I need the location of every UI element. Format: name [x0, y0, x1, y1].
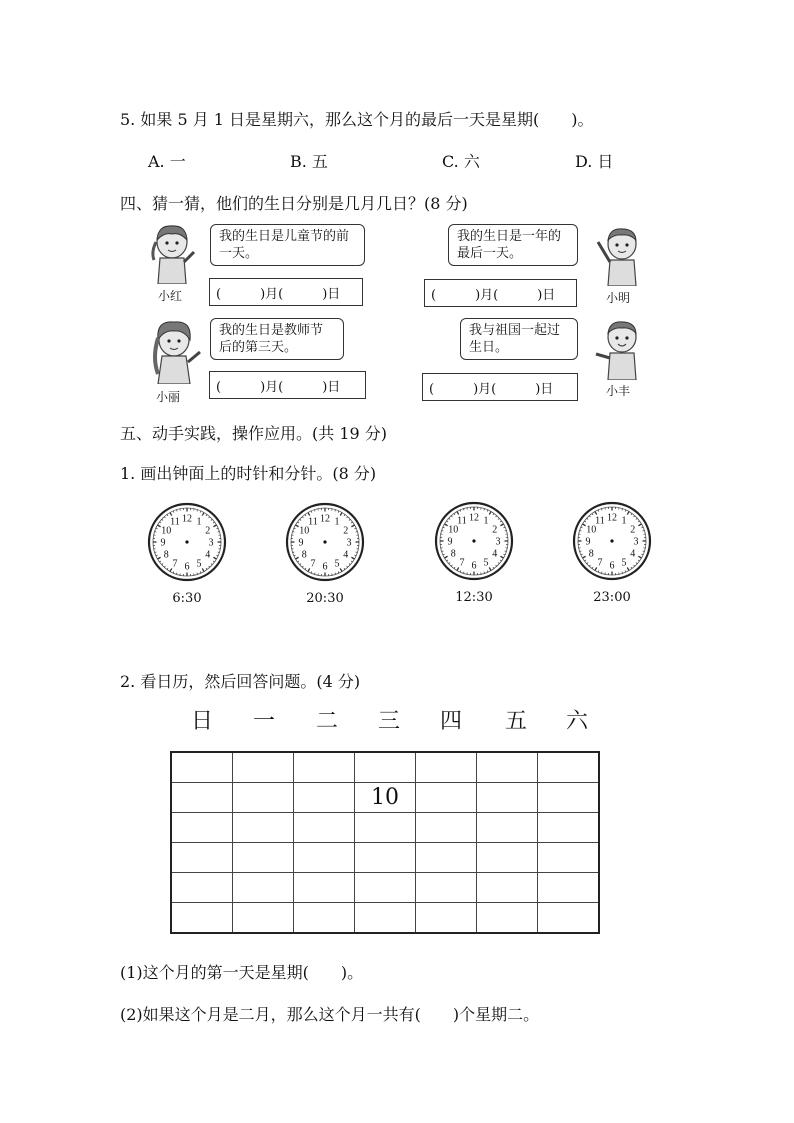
clock-number: 8 [588, 548, 594, 560]
section-5-title: 五、动手实践，操作应用。(共 19 分) [120, 424, 388, 443]
calendar-grid [170, 751, 600, 934]
weekday-header-mon: 一 [252, 709, 275, 734]
kid-name-xiaofeng: 小丰 [606, 384, 631, 398]
calendar-cell[interactable] [355, 843, 416, 873]
sub-question-1: (1)这个月的第一天是星期( )。 [120, 963, 364, 982]
calendar-row [171, 783, 599, 813]
clock-face[interactable] [147, 502, 227, 582]
calendar-cell[interactable] [538, 843, 600, 873]
clock-number: 1 [621, 515, 627, 527]
clock-number: 9 [585, 536, 591, 548]
calendar-row [171, 873, 599, 903]
clock-number: 12 [469, 512, 479, 524]
calendar-cell[interactable] [294, 752, 355, 783]
weekday-header-sat: 六 [565, 709, 588, 734]
section-4-title: 四、猜一猜，他们的生日分别是几月几日？(8 分) [120, 194, 468, 213]
weekday-header-wed: 三 [377, 709, 400, 734]
clock-face[interactable] [434, 501, 514, 581]
clock-number: 2 [343, 525, 349, 537]
option-a[interactable]: A. 一 [148, 152, 186, 171]
speech-bubble-xiaoming: 我的生日是一年的最后一天。 [448, 224, 578, 266]
calendar-cell[interactable] [233, 783, 294, 813]
clock-number: 11 [595, 515, 605, 527]
clock-number: 3 [346, 537, 352, 549]
clock-number: 5 [621, 557, 627, 569]
clock-number: 8 [301, 549, 307, 561]
boy-illustration [594, 224, 644, 286]
question-1-text: 1. 画出钟面上的时针和分针。(8 分) [120, 464, 377, 483]
option-b[interactable]: B. 五 [290, 152, 328, 171]
answer-box-xiaofeng[interactable]: ( )月( )日 [422, 373, 578, 401]
calendar-cell[interactable] [294, 783, 355, 813]
clock-number: 5 [334, 558, 340, 570]
calendar-cell[interactable] [416, 752, 477, 783]
clock-time-label: 23:00 [593, 590, 631, 605]
calendar-row [171, 903, 599, 934]
clock-number: 7 [310, 558, 316, 570]
calendar-cell[interactable] [477, 843, 538, 873]
calendar-cell[interactable] [233, 752, 294, 783]
clock-number: 3 [495, 536, 501, 548]
boy-illustration [592, 318, 646, 380]
calendar-cell[interactable] [416, 843, 477, 873]
weekday-header-tue: 二 [315, 709, 338, 734]
calendar-cell[interactable] [477, 813, 538, 843]
clock-number: 3 [633, 536, 639, 548]
calendar-row [171, 813, 599, 843]
clock-number: 11 [308, 516, 318, 528]
clock-number: 1 [483, 515, 489, 527]
calendar-cell[interactable] [416, 873, 477, 903]
calendar-cell[interactable] [538, 903, 600, 934]
clock-time-label: 12:30 [455, 590, 493, 605]
clock-number: 6 [184, 561, 190, 573]
clock-time-label: 6:30 [172, 591, 202, 606]
kid-name-xiaohong: 小红 [158, 289, 183, 303]
clock-number: 11 [457, 515, 467, 527]
calendar-cell[interactable] [477, 783, 538, 813]
calendar-cell[interactable] [416, 813, 477, 843]
clock-number: 12 [320, 513, 330, 525]
clock-number: 2 [492, 524, 498, 536]
calendar-cell[interactable] [171, 843, 233, 873]
clock-number: 9 [160, 537, 166, 549]
answer-box-xiaoli[interactable]: ( )月( )日 [209, 371, 366, 399]
clock-number: 3 [208, 537, 214, 549]
calendar-cell[interactable] [355, 873, 416, 903]
speech-bubble-xiaofeng: 我与祖国一起过生日。 [460, 318, 578, 360]
clock-number: 11 [170, 516, 180, 528]
calendar-cell[interactable] [538, 813, 600, 843]
question-5-text: 5. 如果 5 月 1 日是星期六，那么这个月的最后一天是星期( )。 [120, 110, 594, 129]
calendar-cell[interactable] [233, 873, 294, 903]
clock-center-dot [185, 540, 188, 543]
clock-number: 2 [205, 525, 211, 537]
speech-bubble-xiaohong: 我的生日是儿童节的前一天。 [210, 224, 365, 266]
option-c[interactable]: C. 六 [442, 152, 480, 171]
calendar-cell[interactable] [233, 813, 294, 843]
girl-illustration [148, 222, 198, 284]
answer-box-xiaohong[interactable]: ( )月( )日 [209, 278, 363, 306]
calendar-cell[interactable] [294, 813, 355, 843]
clock-number: 6 [471, 560, 477, 572]
clock-face[interactable] [572, 501, 652, 581]
calendar-cell[interactable] [171, 873, 233, 903]
calendar-cell[interactable] [538, 873, 600, 903]
calendar-cell[interactable] [294, 903, 355, 934]
question-2-text: 2. 看日历，然后回答问题。(4 分) [120, 672, 361, 691]
clock-number: 2 [630, 524, 636, 536]
clock-number: 1 [334, 516, 340, 528]
option-d[interactable]: D. 日 [575, 152, 614, 171]
clock-number: 10 [161, 525, 172, 537]
clock-number: 7 [597, 557, 603, 569]
calendar-cell[interactable] [355, 752, 416, 783]
calendar-cell[interactable] [416, 903, 477, 934]
calendar-cell[interactable] [171, 903, 233, 934]
clock-number: 5 [196, 558, 202, 570]
calendar-cell[interactable] [416, 783, 477, 813]
clock-number: 9 [298, 537, 304, 549]
clock-center-dot [610, 539, 613, 542]
calendar-cell[interactable] [171, 783, 233, 813]
clock-number: 7 [172, 558, 178, 570]
clock-number: 9 [447, 536, 453, 548]
calendar-cell[interactable] [538, 783, 600, 813]
weekday-header-sun: 日 [190, 709, 213, 734]
clock-number: 12 [182, 513, 192, 525]
clock-number: 8 [163, 549, 169, 561]
calendar-cell[interactable] [477, 873, 538, 903]
clock-center-dot [472, 539, 475, 542]
calendar-cell[interactable] [233, 903, 294, 934]
clock-number: 10 [586, 524, 597, 536]
clock-number: 4 [205, 549, 211, 561]
clock-number: 4 [630, 548, 636, 560]
answer-box-xiaoming[interactable]: ( )月( )日 [424, 279, 577, 307]
clock-number: 6 [609, 560, 615, 572]
calendar-row [171, 843, 599, 873]
girl-illustration [148, 318, 204, 384]
clock-number: 8 [450, 548, 456, 560]
clock-face[interactable] [285, 502, 365, 582]
clock-number: 1 [196, 516, 202, 528]
clock-number: 12 [607, 512, 617, 524]
calendar-cell[interactable] [538, 752, 600, 783]
kid-name-xiaoming: 小明 [606, 291, 631, 305]
kid-name-xiaoli: 小丽 [156, 390, 181, 404]
clock-number: 4 [343, 549, 349, 561]
clock-number: 7 [459, 557, 465, 569]
clock-time-label: 20:30 [306, 591, 344, 606]
clock-center-dot [323, 540, 326, 543]
calendar-cell[interactable] [355, 813, 416, 843]
calendar-cell[interactable] [355, 903, 416, 934]
calendar-row [171, 752, 599, 783]
speech-bubble-xiaoli: 我的生日是教师节后的第三天。 [210, 318, 344, 360]
calendar-cell[interactable] [294, 873, 355, 903]
clock-number: 10 [448, 524, 459, 536]
calendar-cell[interactable] [477, 903, 538, 934]
calendar-cell[interactable] [477, 752, 538, 783]
weekday-header-thu: 四 [439, 709, 462, 734]
clock-number: 5 [483, 557, 489, 569]
calendar-cell[interactable] [233, 843, 294, 873]
calendar-cell[interactable] [171, 813, 233, 843]
calendar-cell[interactable]: 10 [355, 783, 416, 813]
calendar-cell[interactable] [171, 752, 233, 783]
clock-number: 6 [322, 561, 328, 573]
sub-question-2: (2)如果这个月是二月，那么这个月一共有( )个星期二。 [120, 1005, 540, 1024]
clock-number: 10 [299, 525, 310, 537]
calendar-cell[interactable] [294, 843, 355, 873]
clock-number: 4 [492, 548, 498, 560]
weekday-header-fri: 五 [504, 709, 527, 734]
